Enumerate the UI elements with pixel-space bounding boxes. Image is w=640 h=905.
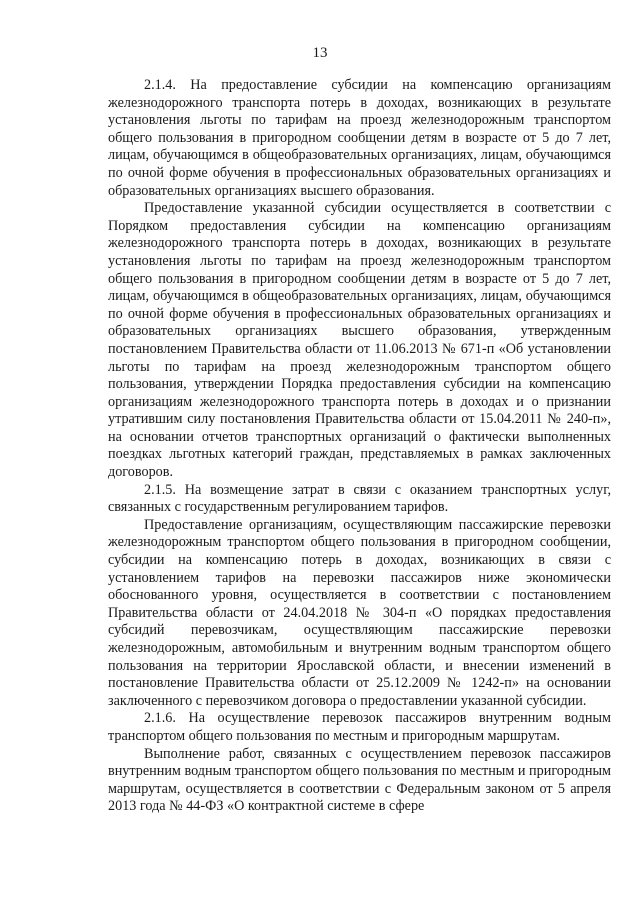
paragraph-2-1-4: 2.1.4. На предоставление субсидии на компенсацию организациям железнодорожного транспорта потерь в доходах, возникающих в результате установления льготы по тарифам на проезд железнодорожным транспортом общего пользования в пригородном сообщении детям в возрасте от 5 до 7 лет, лицам, обучающимся в общеобразовательных организациях, лицам, обучающимся по очной форме обучения в профессиональных образовательных организациях и образовательных организациях высшего образования. bbox=[108, 77, 611, 199]
paragraph-water-transport-works: Выполнение работ, связанных с осуществлением перевозок пассажиров внутренним водным транспортом общего пользования по местным и пригородным маршрутам, осуществляется в соответствии с Федеральным законом от 5 апреля 2013 года № 44-ФЗ «О контрактной системе в сфере bbox=[108, 745, 611, 815]
page-number: 13 bbox=[312, 45, 328, 61]
paragraph-tariff-compensation: Предоставление организациям, осуществляющим пассажирские перевозки железнодорожным транспортом общего пользования в пригородном сообщении, субсидии на компенсацию потерь в доходах, возникающих в связи с установлением тарифов на перевозки пассажиров ниже экономически обоснованного уровня, осуществляется в соответствии с постановлением Правительства области от 24.04.2018 № 304-п «О порядках предоставления субсидий перевозчикам, осуществляющим пассажирские перевозки железнодорожным, автомобильным и внутренним водным транспортом общего пользования на территории Ярославской области, и внесении изменений в постановление Правительства области от 25.12.2009 № 1242-п» на основании заключенного с перевозчиком договора о предоставлении указанной субсидии. bbox=[108, 516, 611, 709]
paragraph-2-1-5: 2.1.5. На возмещение затрат в связи с оказанием транспортных услуг, связанных с государственным регулированием тарифов. bbox=[108, 481, 611, 516]
paragraph-subsidy-procedure: Предоставление указанной субсидии осуществляется в соответствии с Порядком предоставления субсидии на компенсацию организациям железнодорожного транспорта потерь в доходах, возникающих в результате установления льготы по тарифам на проезд железнодорожным транспортом общего пользования в пригородном сообщении детям в возрасте от 5 до 7 лет, лицам, обучающимся в общеобразовательных организациях, лицам, обучающимся по очной форме обучения в профессиональных образовательных организациях и образовательных организациях высшего образования, утвержденным постановлением Правительства области от 11.06.2013 № 671-п «Об установлении льготы по тарифам на проезд железнодорожным транспортом общего пользования, утверждении Порядка предоставления субсидии на компенсацию организациям железнодорожного транспорта потерь в доходах и о признании утратившим силу постановления Правительства области от 15.04.2011 № 240-п», на основании отчетов транспортных организаций о фактически выполненных поездках льготных категорий граждан, представляемых в рамках заключенных договоров. bbox=[108, 200, 611, 481]
paragraph-2-1-6: 2.1.6. На осуществление перевозок пассажиров внутренним водным транспортом общего пользования по местным и пригородным маршрутам. bbox=[108, 710, 611, 744]
body-text bbox=[108, 77, 611, 816]
